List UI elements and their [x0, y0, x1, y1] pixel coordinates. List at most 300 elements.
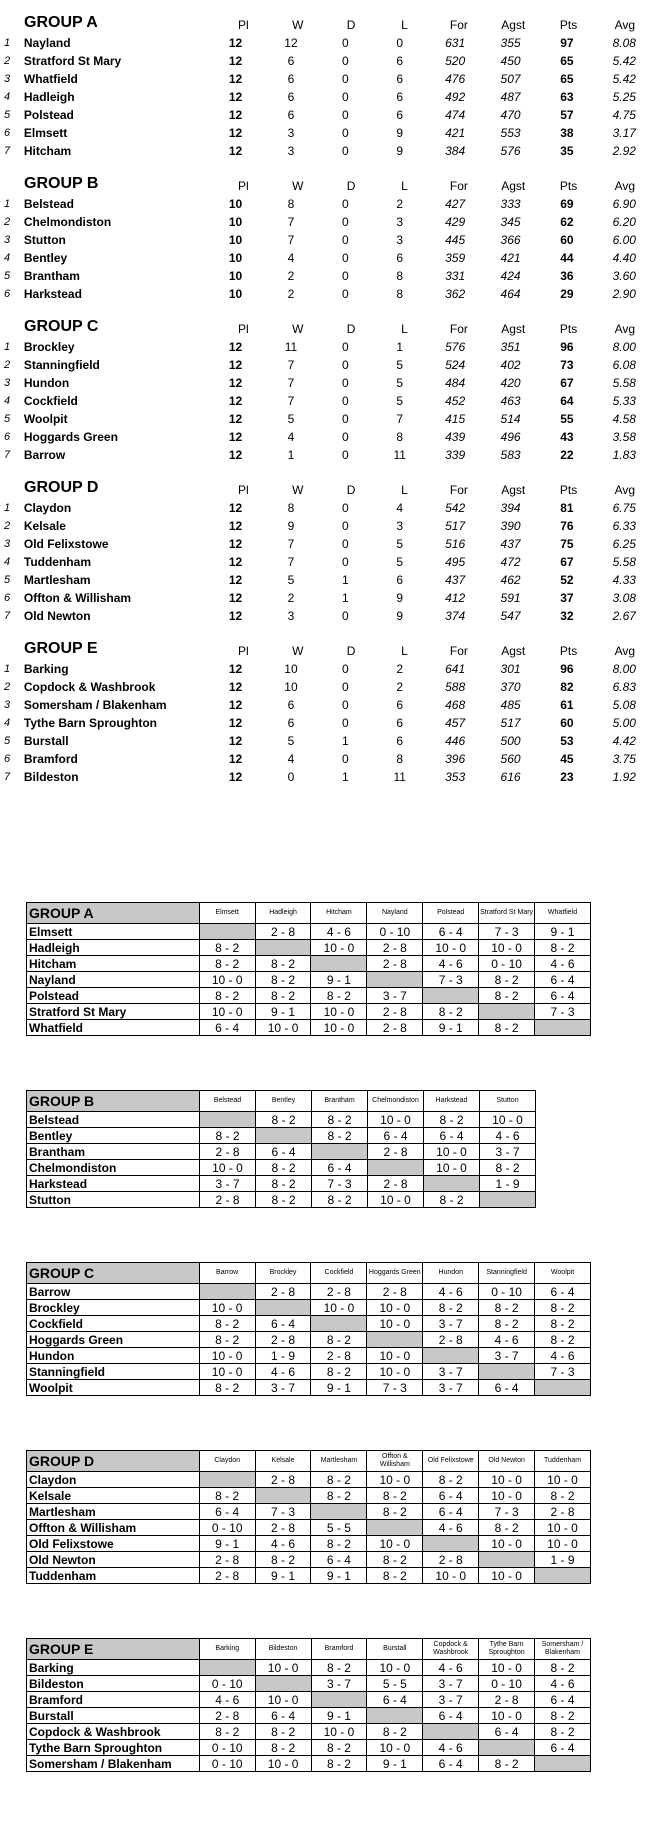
results-grid [26, 902, 591, 1036]
team-name: Woolpit [27, 1380, 200, 1396]
stat-l: 6 [396, 108, 404, 122]
column-header: D [346, 483, 356, 497]
position: 7 [4, 145, 11, 157]
self-match-cell [535, 1380, 591, 1396]
stat-pl: 10 [228, 269, 243, 283]
team-name: Barking [27, 1660, 200, 1676]
stat-pts: 67 [560, 376, 574, 390]
stat-agst: 351 [500, 340, 521, 354]
stat-agst: 450 [500, 54, 521, 68]
stat-avg: 2.92 [612, 144, 636, 158]
stat-agst: 500 [500, 734, 521, 748]
stat-for: 331 [445, 269, 466, 283]
score-cell: 6 - 4 [479, 1724, 535, 1740]
stat-for: 542 [445, 501, 466, 515]
stat-d: 0 [342, 662, 349, 676]
team-name: Copdock & Washbrook [23, 680, 156, 694]
standings-row [0, 696, 653, 714]
standings-header-row [0, 634, 653, 660]
stat-l: 5 [396, 537, 404, 551]
column-header: Pl [238, 179, 249, 193]
position: 2 [4, 520, 11, 532]
stat-l: 3 [396, 215, 404, 229]
position: 5 [4, 735, 11, 747]
stat-pl: 12 [228, 36, 243, 50]
stat-for: 427 [445, 197, 466, 211]
score-cell: 6 - 4 [312, 1160, 368, 1176]
stat-w: 7 [287, 376, 295, 390]
stat-d: 0 [342, 54, 349, 68]
standings-row [0, 517, 653, 535]
team-name: Polstead [27, 988, 200, 1004]
score-cell: 4 - 6 [535, 1348, 591, 1364]
stat-pts: 65 [560, 72, 574, 86]
self-match-cell [423, 988, 479, 1004]
position: 1 [4, 341, 11, 353]
score-cell: 3 - 7 [255, 1380, 311, 1396]
stat-l: 5 [396, 358, 404, 372]
score-cell: 8 - 2 [256, 1112, 312, 1128]
stat-pts: 57 [560, 108, 574, 122]
score-cell: 6 - 4 [199, 1504, 255, 1520]
position: 2 [4, 681, 11, 693]
self-match-cell [479, 1552, 535, 1568]
score-cell: 0 - 10 [367, 924, 423, 940]
stat-w: 2 [287, 287, 295, 301]
results-row [27, 1520, 591, 1536]
results-row [27, 1536, 591, 1552]
self-match-cell [255, 1300, 311, 1316]
stat-pts: 69 [560, 197, 574, 211]
team-name: Chelmondiston [27, 1160, 200, 1176]
results-row [27, 1756, 591, 1772]
position: 4 [4, 252, 11, 264]
stat-for: 446 [445, 734, 466, 748]
column-header: W [292, 179, 304, 193]
stat-d: 0 [342, 251, 349, 265]
stat-pts: 63 [560, 90, 574, 104]
standings-row [0, 52, 653, 70]
stat-w: 0 [287, 770, 295, 784]
stat-pts: 82 [560, 680, 574, 694]
score-cell: 8 - 2 [423, 1004, 479, 1020]
stat-pts: 22 [560, 448, 574, 462]
score-cell: 10 - 0 [199, 1364, 255, 1380]
self-match-cell [199, 1284, 255, 1300]
stat-l: 8 [396, 287, 404, 301]
self-match-cell [367, 1708, 423, 1724]
score-cell: 8 - 2 [480, 1160, 536, 1176]
stat-d: 1 [342, 734, 349, 748]
stat-l: 7 [396, 412, 404, 426]
opponent-header: Hoggards Green [367, 1263, 423, 1284]
stat-l: 6 [396, 54, 404, 68]
stat-pts: 60 [560, 233, 574, 247]
standings-header-row [0, 169, 653, 195]
column-header: For [449, 644, 468, 658]
team-name: Tuddenham [23, 555, 91, 569]
position: 3 [4, 234, 11, 246]
stat-d: 0 [342, 126, 349, 140]
score-cell: 8 - 2 [256, 1192, 312, 1208]
standings-row [0, 392, 653, 410]
standings-row [0, 535, 653, 553]
stat-w: 11 [284, 340, 298, 354]
score-cell: 10 - 0 [479, 1472, 535, 1488]
stat-avg: 8.00 [612, 340, 636, 354]
stat-agst: 301 [500, 662, 521, 676]
stat-d: 0 [342, 698, 349, 712]
score-cell: 2 - 8 [255, 1284, 311, 1300]
results-row [27, 1348, 591, 1364]
stat-agst: 402 [500, 358, 521, 372]
stat-d: 0 [342, 215, 349, 229]
standings-row [0, 374, 653, 392]
score-cell: 8 - 2 [423, 1300, 479, 1316]
stat-for: 362 [445, 287, 466, 301]
stat-w: 7 [287, 358, 295, 372]
column-header: Pts [559, 18, 578, 32]
score-cell: 6 - 4 [311, 1552, 367, 1568]
score-cell: 8 - 2 [311, 1472, 367, 1488]
team-name: Burstall [23, 734, 69, 748]
score-cell: 8 - 2 [199, 1332, 255, 1348]
stat-pl: 12 [228, 680, 243, 694]
score-cell: 8 - 2 [535, 940, 591, 956]
opponent-header: Offton & Willisham [367, 1451, 423, 1472]
score-cell: 8 - 2 [479, 972, 535, 988]
stat-d: 0 [342, 376, 349, 390]
score-cell: 8 - 2 [255, 972, 311, 988]
stat-d: 1 [342, 591, 349, 605]
group-title: GROUP C [24, 318, 99, 335]
stat-avg: 3.17 [612, 126, 636, 140]
score-cell: 3 - 7 [423, 1316, 479, 1332]
score-cell: 8 - 2 [367, 1504, 423, 1520]
league-standings [0, 8, 653, 795]
score-cell: 1 - 9 [480, 1176, 536, 1192]
score-cell: 8 - 2 [479, 988, 535, 1004]
score-cell: 0 - 10 [479, 1284, 535, 1300]
score-cell: 8 - 2 [311, 1488, 367, 1504]
column-header: W [292, 322, 304, 336]
stat-pts: 44 [560, 251, 574, 265]
stat-pts: 55 [560, 412, 574, 426]
stat-pts: 32 [560, 609, 574, 623]
stat-pl: 10 [228, 251, 243, 265]
stat-l: 8 [396, 269, 404, 283]
stat-pts: 97 [560, 36, 574, 50]
self-match-cell [255, 1676, 311, 1692]
score-cell: 8 - 2 [479, 1520, 535, 1536]
stat-d: 0 [342, 430, 349, 444]
score-cell: 8 - 2 [256, 1160, 312, 1176]
stat-pl: 10 [228, 197, 243, 211]
score-cell: 8 - 2 [535, 1660, 591, 1676]
team-name: Hoggards Green [27, 1332, 200, 1348]
results-row [27, 988, 591, 1004]
results-row [27, 1692, 591, 1708]
score-cell: 4 - 6 [423, 1660, 479, 1676]
stat-agst: 514 [500, 412, 521, 426]
stat-d: 0 [342, 412, 349, 426]
score-cell: 10 - 0 [479, 1568, 535, 1584]
score-cell: 2 - 8 [255, 1472, 311, 1488]
stat-avg: 6.75 [612, 501, 636, 515]
score-cell: 8 - 2 [312, 1112, 368, 1128]
team-name: Brockley [23, 340, 75, 354]
column-header: For [449, 322, 468, 336]
score-cell: 8 - 2 [311, 1756, 367, 1772]
score-cell: 10 - 0 [199, 1004, 255, 1020]
standings-group [0, 473, 653, 625]
score-cell: 2 - 8 [367, 1004, 423, 1020]
score-cell: 10 - 0 [367, 1660, 423, 1676]
stat-l: 4 [396, 501, 404, 515]
stat-d: 0 [342, 519, 349, 533]
score-cell: 10 - 0 [367, 1316, 423, 1332]
stat-avg: 5.58 [612, 376, 636, 390]
position: 3 [4, 538, 11, 550]
results-header-row [27, 1451, 591, 1472]
opponent-header: Claydon [199, 1451, 255, 1472]
stat-w: 5 [287, 734, 295, 748]
stat-agst: 583 [500, 448, 521, 462]
stat-agst: 394 [500, 501, 521, 515]
position: 3 [4, 73, 11, 85]
self-match-cell [423, 1536, 479, 1552]
score-cell: 10 - 0 [199, 1300, 255, 1316]
position: 4 [4, 91, 11, 103]
score-cell: 10 - 0 [368, 1112, 424, 1128]
score-cell: 2 - 8 [311, 1284, 367, 1300]
column-header: Pts [559, 179, 578, 193]
stat-avg: 1.92 [612, 770, 636, 784]
score-cell: 8 - 2 [311, 1740, 367, 1756]
score-cell: 9 - 1 [199, 1536, 255, 1552]
results-row [27, 1316, 591, 1332]
score-cell: 9 - 1 [367, 1756, 423, 1772]
stat-w: 6 [287, 54, 295, 68]
score-cell: 9 - 1 [311, 1380, 367, 1396]
team-name: Martlesham [27, 1504, 200, 1520]
stat-l: 11 [393, 448, 406, 462]
score-cell: 10 - 0 [535, 1536, 591, 1552]
stat-w: 6 [287, 716, 295, 730]
results-grid [26, 1638, 591, 1772]
standings-header-row [0, 8, 653, 34]
stat-pts: 75 [560, 537, 574, 551]
stat-d: 0 [342, 197, 349, 211]
results-row [27, 1472, 591, 1488]
team-name: Nayland [23, 36, 71, 50]
stat-agst: 424 [500, 269, 521, 283]
team-name: Polstead [23, 108, 74, 122]
results-row [27, 1284, 591, 1300]
stat-pts: 96 [560, 662, 574, 676]
position: 6 [4, 592, 11, 604]
stat-avg: 5.25 [612, 90, 636, 104]
stat-l: 6 [396, 716, 404, 730]
score-cell: 6 - 4 [367, 1692, 423, 1708]
stat-avg: 3.60 [612, 269, 636, 283]
stat-for: 495 [445, 555, 466, 569]
stat-pts: 53 [560, 734, 574, 748]
stat-pts: 36 [560, 269, 574, 283]
score-cell: 7 - 3 [479, 1504, 535, 1520]
score-cell: 8 - 2 [311, 1332, 367, 1348]
stat-w: 6 [287, 698, 295, 712]
score-cell: 8 - 2 [199, 1488, 255, 1504]
score-cell: 0 - 10 [199, 1740, 255, 1756]
score-cell: 10 - 0 [367, 1472, 423, 1488]
team-name: Elmsett [23, 126, 68, 140]
stat-avg: 4.75 [612, 108, 636, 122]
score-cell: 8 - 2 [311, 1660, 367, 1676]
stat-for: 353 [445, 770, 466, 784]
stat-w: 3 [287, 126, 295, 140]
team-name: Bentley [23, 251, 68, 265]
stat-avg: 5.42 [612, 54, 636, 68]
score-cell: 2 - 8 [368, 1176, 424, 1192]
score-cell: 8 - 2 [423, 1472, 479, 1488]
stat-d: 1 [342, 770, 349, 784]
team-name: Harkstead [27, 1176, 200, 1192]
score-cell: 6 - 4 [479, 1380, 535, 1396]
stat-w: 2 [287, 591, 295, 605]
standings-row [0, 231, 653, 249]
results-row [27, 1364, 591, 1380]
score-cell: 9 - 1 [311, 972, 367, 988]
stat-pl: 12 [228, 358, 243, 372]
stat-pl: 12 [228, 537, 243, 551]
score-cell: 8 - 2 [199, 1380, 255, 1396]
score-cell: 2 - 8 [200, 1192, 256, 1208]
score-cell: 6 - 4 [535, 972, 591, 988]
standings-header-row [0, 312, 653, 338]
results-row [27, 924, 591, 940]
position: 2 [4, 55, 11, 67]
stat-w: 10 [284, 662, 298, 676]
position: 5 [4, 109, 11, 121]
team-name: Old Felixstowe [27, 1536, 200, 1552]
results-row [27, 1676, 591, 1692]
team-name: Brantham [23, 269, 80, 283]
score-cell: 6 - 4 [423, 1488, 479, 1504]
stat-l: 2 [396, 197, 404, 211]
score-cell: 9 - 1 [311, 1568, 367, 1584]
stat-avg: 5.08 [612, 698, 636, 712]
score-cell: 8 - 2 [535, 1332, 591, 1348]
stat-l: 9 [396, 126, 404, 140]
stat-for: 415 [445, 412, 466, 426]
opponent-header: Tuddenham [535, 1451, 591, 1472]
opponent-header: Kelsale [255, 1451, 311, 1472]
opponent-header: Elmsett [199, 903, 255, 924]
score-cell: 0 - 10 [199, 1520, 255, 1536]
stat-w: 7 [287, 215, 295, 229]
score-cell: 8 - 2 [311, 1364, 367, 1380]
stat-pl: 12 [228, 716, 243, 730]
team-name: Whatfield [27, 1020, 200, 1036]
self-match-cell [367, 1332, 423, 1348]
stat-d: 0 [342, 90, 349, 104]
score-cell: 6 - 4 [535, 1284, 591, 1300]
stat-pl: 12 [228, 519, 243, 533]
standings-row [0, 732, 653, 750]
standings-row [0, 34, 653, 52]
score-cell: 8 - 2 [424, 1192, 480, 1208]
score-cell: 8 - 2 [367, 1568, 423, 1584]
score-cell: 5 - 5 [311, 1520, 367, 1536]
group-title: GROUP E [27, 1639, 200, 1660]
score-cell: 2 - 8 [255, 924, 311, 940]
score-cell: 6 - 4 [368, 1128, 424, 1144]
opponent-header: Brockley [255, 1263, 311, 1284]
stat-pl: 12 [228, 734, 243, 748]
position: 7 [4, 610, 11, 622]
stat-w: 5 [287, 412, 295, 426]
self-match-cell [480, 1192, 536, 1208]
column-header: D [346, 644, 356, 658]
team-name: Hitcham [23, 144, 72, 158]
stat-avg: 6.83 [612, 680, 636, 694]
self-match-cell [255, 1488, 311, 1504]
position: 7 [4, 771, 11, 783]
stat-pl: 12 [228, 144, 243, 158]
group-title: GROUP D [24, 479, 99, 496]
self-match-cell [199, 1660, 255, 1676]
stat-w: 2 [287, 269, 295, 283]
position: 1 [4, 663, 11, 675]
position: 4 [4, 717, 11, 729]
score-cell: 7 - 3 [367, 1380, 423, 1396]
score-cell: 6 - 4 [423, 1708, 479, 1724]
self-match-cell [367, 1520, 423, 1536]
score-cell: 4 - 6 [311, 924, 367, 940]
score-cell: 8 - 2 [311, 988, 367, 1004]
column-header: For [449, 18, 468, 32]
team-name: Offton & Willisham [23, 591, 132, 605]
standings-row [0, 88, 653, 106]
score-cell: 4 - 6 [199, 1692, 255, 1708]
position: 6 [4, 288, 11, 300]
stat-d: 0 [342, 269, 349, 283]
team-name: Hundon [27, 1348, 200, 1364]
score-cell: 3 - 7 [311, 1676, 367, 1692]
results-grids [26, 902, 591, 1826]
stat-l: 8 [396, 752, 404, 766]
score-cell: 10 - 0 [367, 1364, 423, 1380]
standings-row [0, 356, 653, 374]
group-title: GROUP D [27, 1451, 200, 1472]
standings-row [0, 213, 653, 231]
column-header: D [346, 18, 356, 32]
opponent-header: Bramford [311, 1639, 367, 1660]
stat-l: 0 [396, 36, 404, 50]
stat-pts: 67 [560, 555, 574, 569]
score-cell: 4 - 6 [423, 1740, 479, 1756]
team-name: Stratford St Mary [27, 1004, 200, 1020]
opponent-header: Martlesham [311, 1451, 367, 1472]
score-cell: 10 - 0 [255, 1020, 311, 1036]
standings-row [0, 106, 653, 124]
results-row [27, 1504, 591, 1520]
team-name: Chelmondiston [23, 215, 112, 229]
stat-w: 6 [287, 72, 295, 86]
self-match-cell [535, 1568, 591, 1584]
position: 2 [4, 359, 11, 371]
